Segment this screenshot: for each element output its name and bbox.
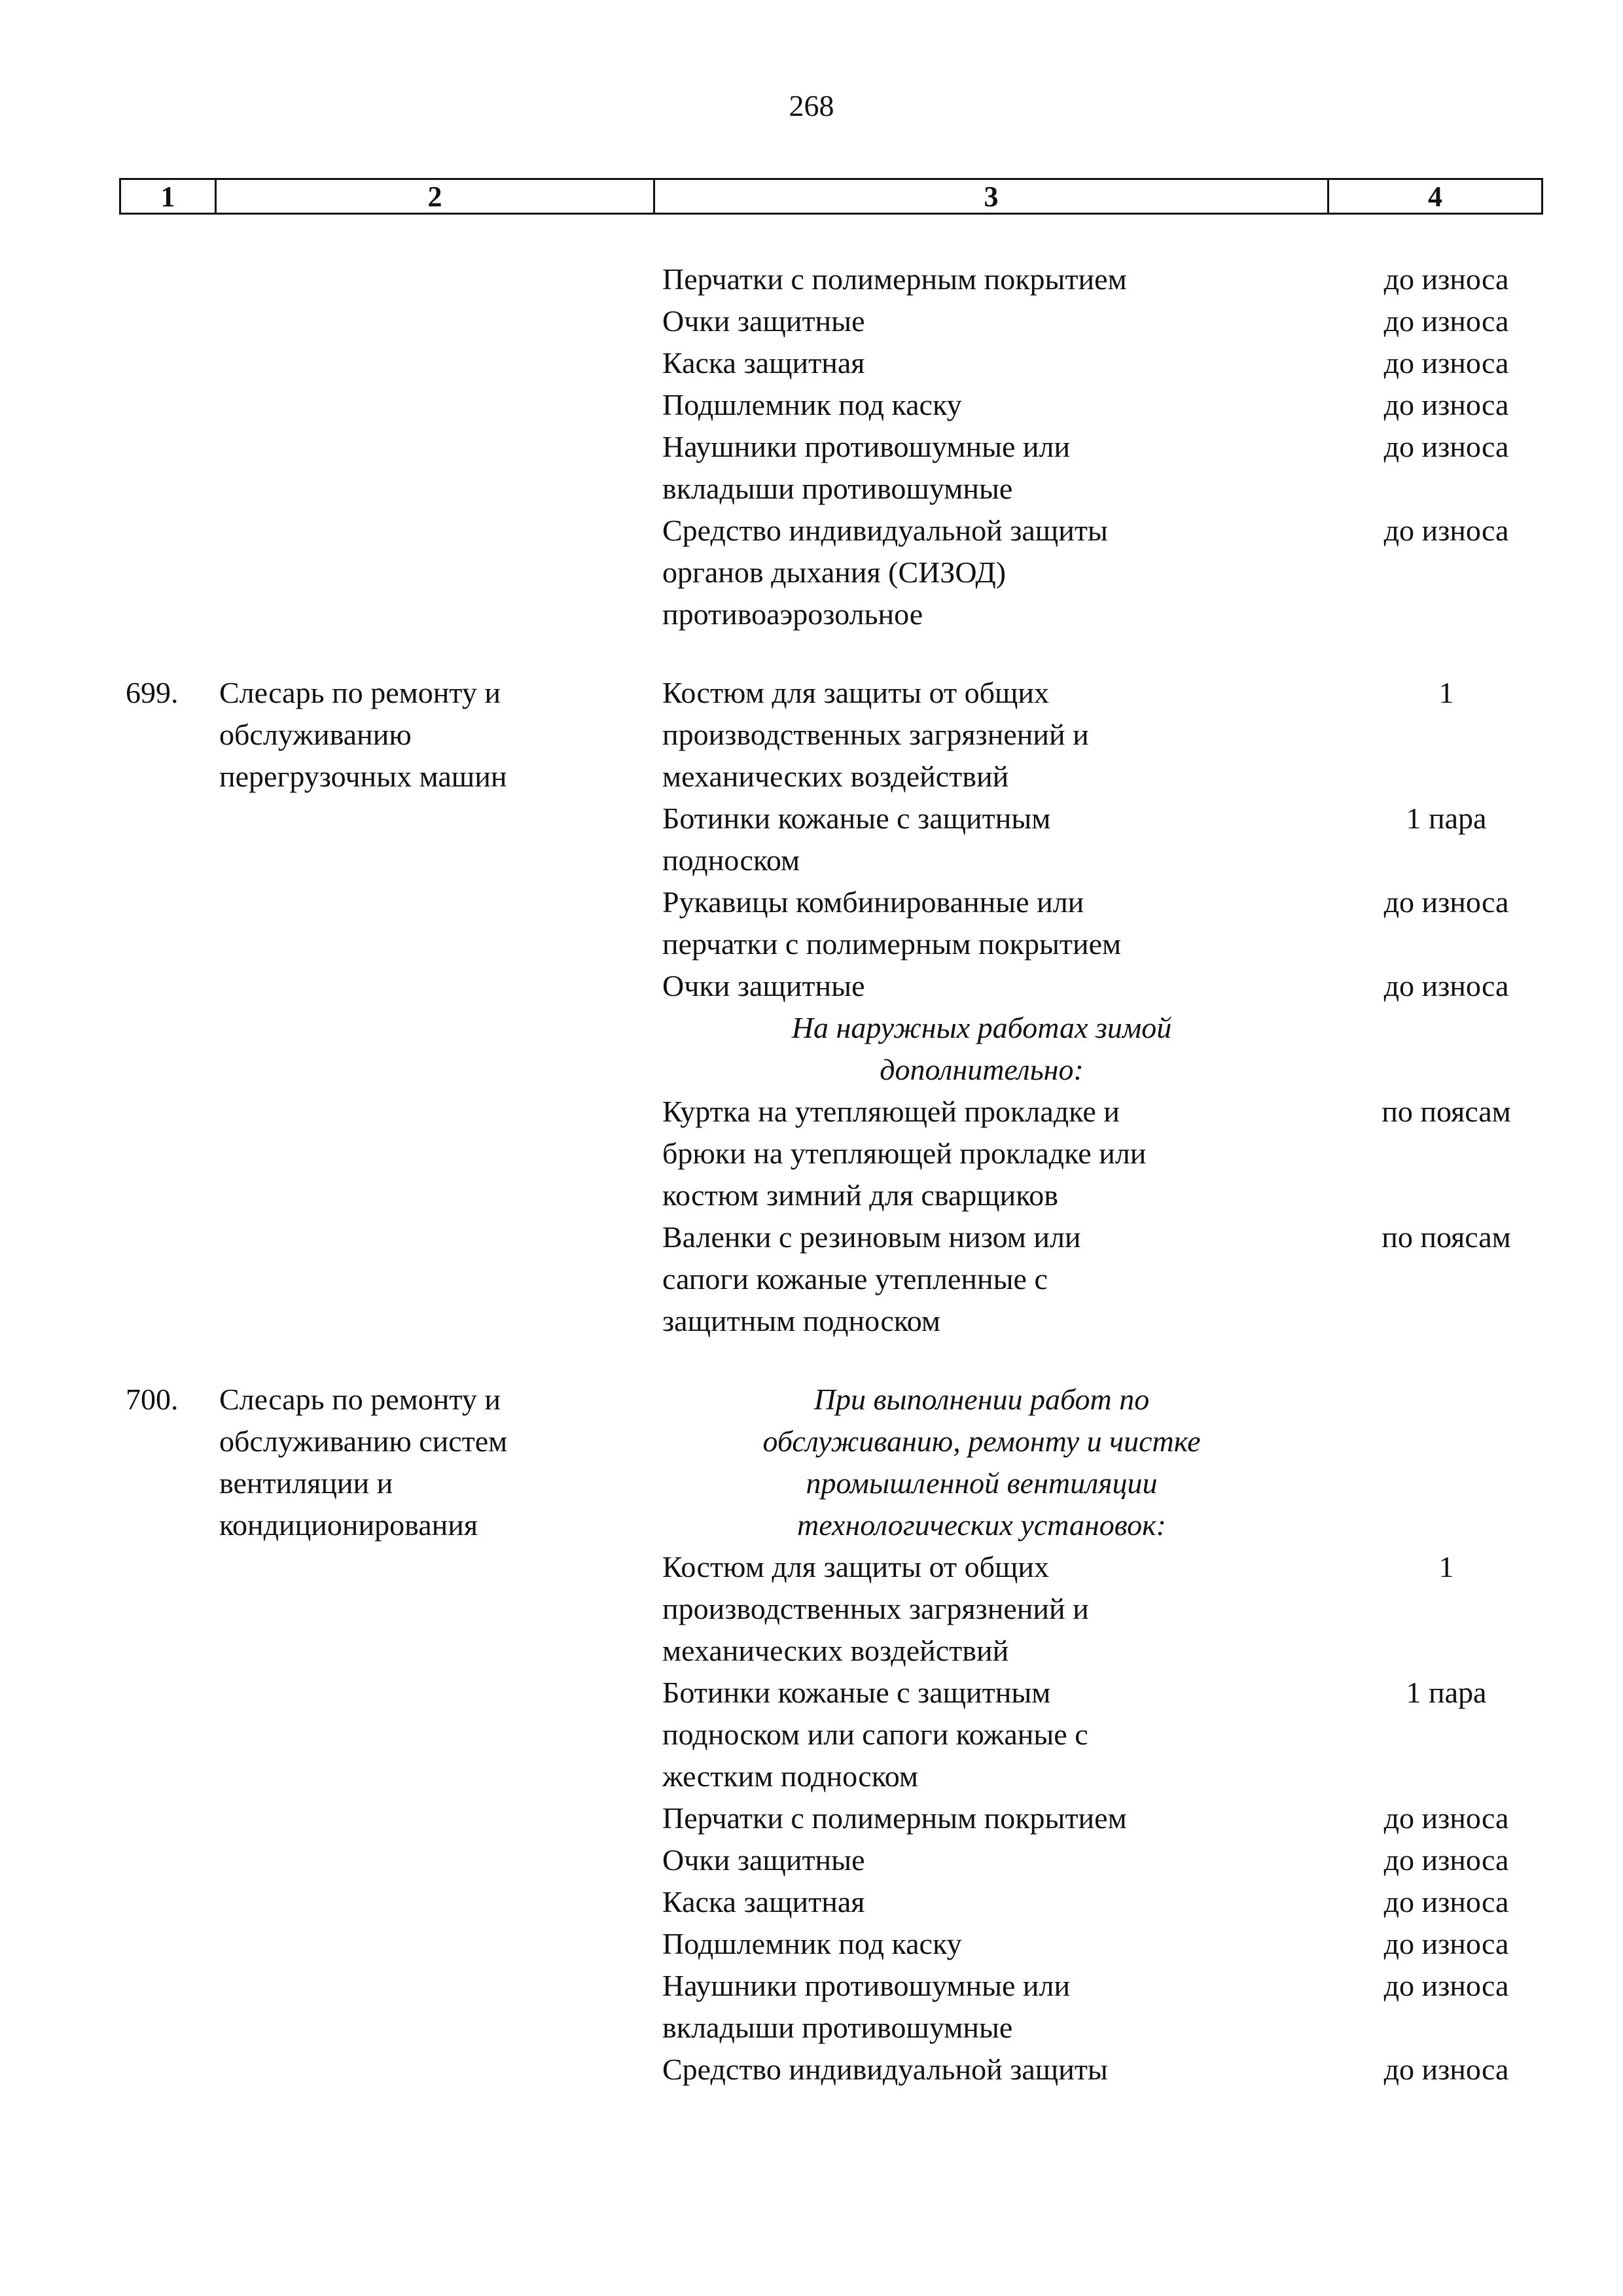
ppe-item-line: подноском — [662, 843, 800, 877]
ppe-item-line: Очки защитные — [662, 304, 865, 338]
ppe-item — [0, 1965, 1623, 2049]
ppe-norm: до износа — [1383, 1843, 1509, 1877]
ppe-norm: до износа — [1383, 1927, 1509, 1960]
ppe-norm: до износа — [1383, 1969, 1509, 2002]
ppe-item-line: Перчатки с полимерным покрытием — [662, 1801, 1127, 1835]
ppe-items — [0, 672, 1623, 1007]
ppe-item — [0, 798, 1623, 881]
profession-line: обслуживанию — [219, 718, 412, 751]
profession-line: кондиционирования — [219, 1508, 478, 1542]
ppe-item-line: Перчатки с полимерным покрытием — [662, 262, 1127, 296]
ppe-item-line: брюки на утепляющей прокладке или — [662, 1137, 1147, 1170]
ppe-norm: до износа — [1383, 304, 1509, 338]
ppe-items — [0, 1546, 1623, 2091]
header-col-2: 2 — [217, 180, 655, 213]
ppe-item — [0, 2049, 1623, 2091]
entry-number: 700. — [126, 1383, 179, 1416]
ppe-item-line: органов дыхания (СИЗОД) — [662, 556, 1007, 589]
ppe-item-line: Рукавицы комбинированные или — [662, 885, 1084, 919]
ppe-item — [0, 1923, 1623, 1965]
ppe-item — [0, 672, 1623, 798]
note-line: На наружных работах зимой — [791, 1011, 1172, 1044]
ppe-item — [0, 1091, 1623, 1216]
ppe-item — [0, 300, 1623, 342]
ppe-norm: 1 пара — [1406, 802, 1487, 835]
ppe-norm: до износа — [1383, 430, 1509, 463]
ppe-item-line: жестким подноском — [662, 1759, 918, 1793]
ppe-item-line: противоаэрозольное — [662, 597, 923, 631]
ppe-item-line: сапоги кожаные утепленные с — [662, 1262, 1048, 1296]
table-body — [0, 258, 1623, 2091]
ppe-item-line: Средство индивидуальной защиты — [662, 514, 1108, 547]
ppe-item-line: Наушники противошумные или — [662, 1969, 1071, 2002]
ppe-item — [0, 965, 1623, 1007]
note-line: технологических установок: — [797, 1508, 1166, 1542]
table-header-row — [119, 178, 1543, 215]
ppe-item — [0, 1672, 1623, 1797]
winter-ppe-items — [0, 1091, 1623, 1342]
ppe-norm: до износа — [1383, 346, 1509, 380]
note-line: промышленной вентиляции — [806, 1466, 1158, 1500]
ppe-item — [0, 1216, 1623, 1342]
ppe-norm: до износа — [1383, 262, 1509, 296]
condition-note — [654, 1007, 1309, 1091]
ppe-item-line: вкладыши противошумные — [662, 2011, 1013, 2044]
ppe-item — [0, 384, 1623, 426]
profession-line: перегрузочных машин — [219, 760, 507, 793]
ppe-norm: до износа — [1383, 1801, 1509, 1835]
ppe-item-line: Очки защитные — [662, 1843, 865, 1877]
profession-line: Слесарь по ремонту и — [219, 676, 501, 709]
intro-items — [0, 258, 1623, 635]
page-number: 268 — [789, 89, 834, 122]
ppe-norm: до износа — [1383, 969, 1509, 1002]
ppe-item-line: Костюм для защиты от общих — [662, 676, 1050, 709]
ppe-item — [0, 426, 1623, 510]
ppe-norm: по поясам — [1382, 1220, 1511, 1254]
header-col-3: 3 — [655, 180, 1329, 213]
ppe-item-line: Каска защитная — [662, 346, 865, 380]
ppe-item-line: Ботинки кожаные с защитным — [662, 1676, 1051, 1709]
ppe-item — [0, 1797, 1623, 1839]
profession-name — [219, 1379, 507, 1546]
ppe-norm: до износа — [1383, 885, 1509, 919]
ppe-item-line: вкладыши противошумные — [662, 472, 1013, 505]
ppe-item-line: защитным подноском — [662, 1304, 940, 1337]
ppe-item-line: механических воздействий — [662, 760, 1009, 793]
ppe-item-line: подноском или сапоги кожаные с — [662, 1718, 1088, 1751]
ppe-item-line: Наушники противошумные или — [662, 430, 1071, 463]
ppe-item-line: Подшлемник под каску — [662, 1927, 962, 1960]
ppe-item — [0, 258, 1623, 300]
profession-line: Слесарь по ремонту и — [219, 1383, 501, 1416]
note-line: При выполнении работ по — [813, 1383, 1150, 1416]
note-line: обслуживанию, ремонту и чистке — [762, 1424, 1201, 1458]
ppe-item-line: производственных загрязнений и — [662, 1592, 1089, 1625]
ppe-item-line: производственных загрязнений и — [662, 718, 1089, 751]
ppe-item — [0, 1881, 1623, 1923]
ppe-item-line: Костюм для защиты от общих — [662, 1550, 1050, 1583]
entry-700 — [0, 1379, 1623, 2091]
ppe-item — [0, 1546, 1623, 1672]
ppe-item — [0, 1839, 1623, 1881]
ppe-item-line: Каска защитная — [662, 1885, 865, 1918]
ppe-norm: до износа — [1383, 1885, 1509, 1918]
ppe-norm: по поясам — [1382, 1095, 1511, 1128]
header-col-4: 4 — [1428, 180, 1442, 213]
ppe-item-line: Средство индивидуальной защиты — [662, 2053, 1108, 2086]
ppe-item — [0, 881, 1623, 965]
ppe-norm: до износа — [1383, 2053, 1509, 2086]
header-col-1: 1 — [121, 180, 217, 213]
ppe-item-line: Валенки с резиновым низом или — [662, 1220, 1081, 1254]
ppe-item-line: Очки защитные — [662, 969, 865, 1002]
profession-line: обслуживанию систем — [219, 1424, 508, 1458]
ppe-norm: 1 пара — [1406, 1676, 1487, 1709]
note-line: дополнительно: — [880, 1053, 1084, 1086]
ppe-norm: до износа — [1383, 388, 1509, 421]
condition-note — [654, 1379, 1309, 1546]
ppe-norm: 1 — [1438, 1550, 1454, 1583]
ppe-item — [0, 510, 1623, 635]
ppe-item-line: Подшлемник под каску — [662, 388, 962, 421]
ppe-item-line: Ботинки кожаные с защитным — [662, 802, 1051, 835]
ppe-norm: 1 — [1438, 676, 1454, 709]
entry-699 — [0, 672, 1623, 1342]
ppe-norm: до износа — [1383, 514, 1509, 547]
profession-line: вентиляции и — [219, 1466, 393, 1500]
ppe-item — [0, 342, 1623, 384]
ppe-item-line: перчатки с полимерным покрытием — [662, 927, 1122, 961]
ppe-item-line: костюм зимний для сварщиков — [662, 1178, 1059, 1212]
entry-number: 699. — [126, 676, 179, 709]
ppe-item-line: Куртка на утепляющей прокладке и — [662, 1095, 1120, 1128]
ppe-item-line: механических воздействий — [662, 1634, 1009, 1667]
